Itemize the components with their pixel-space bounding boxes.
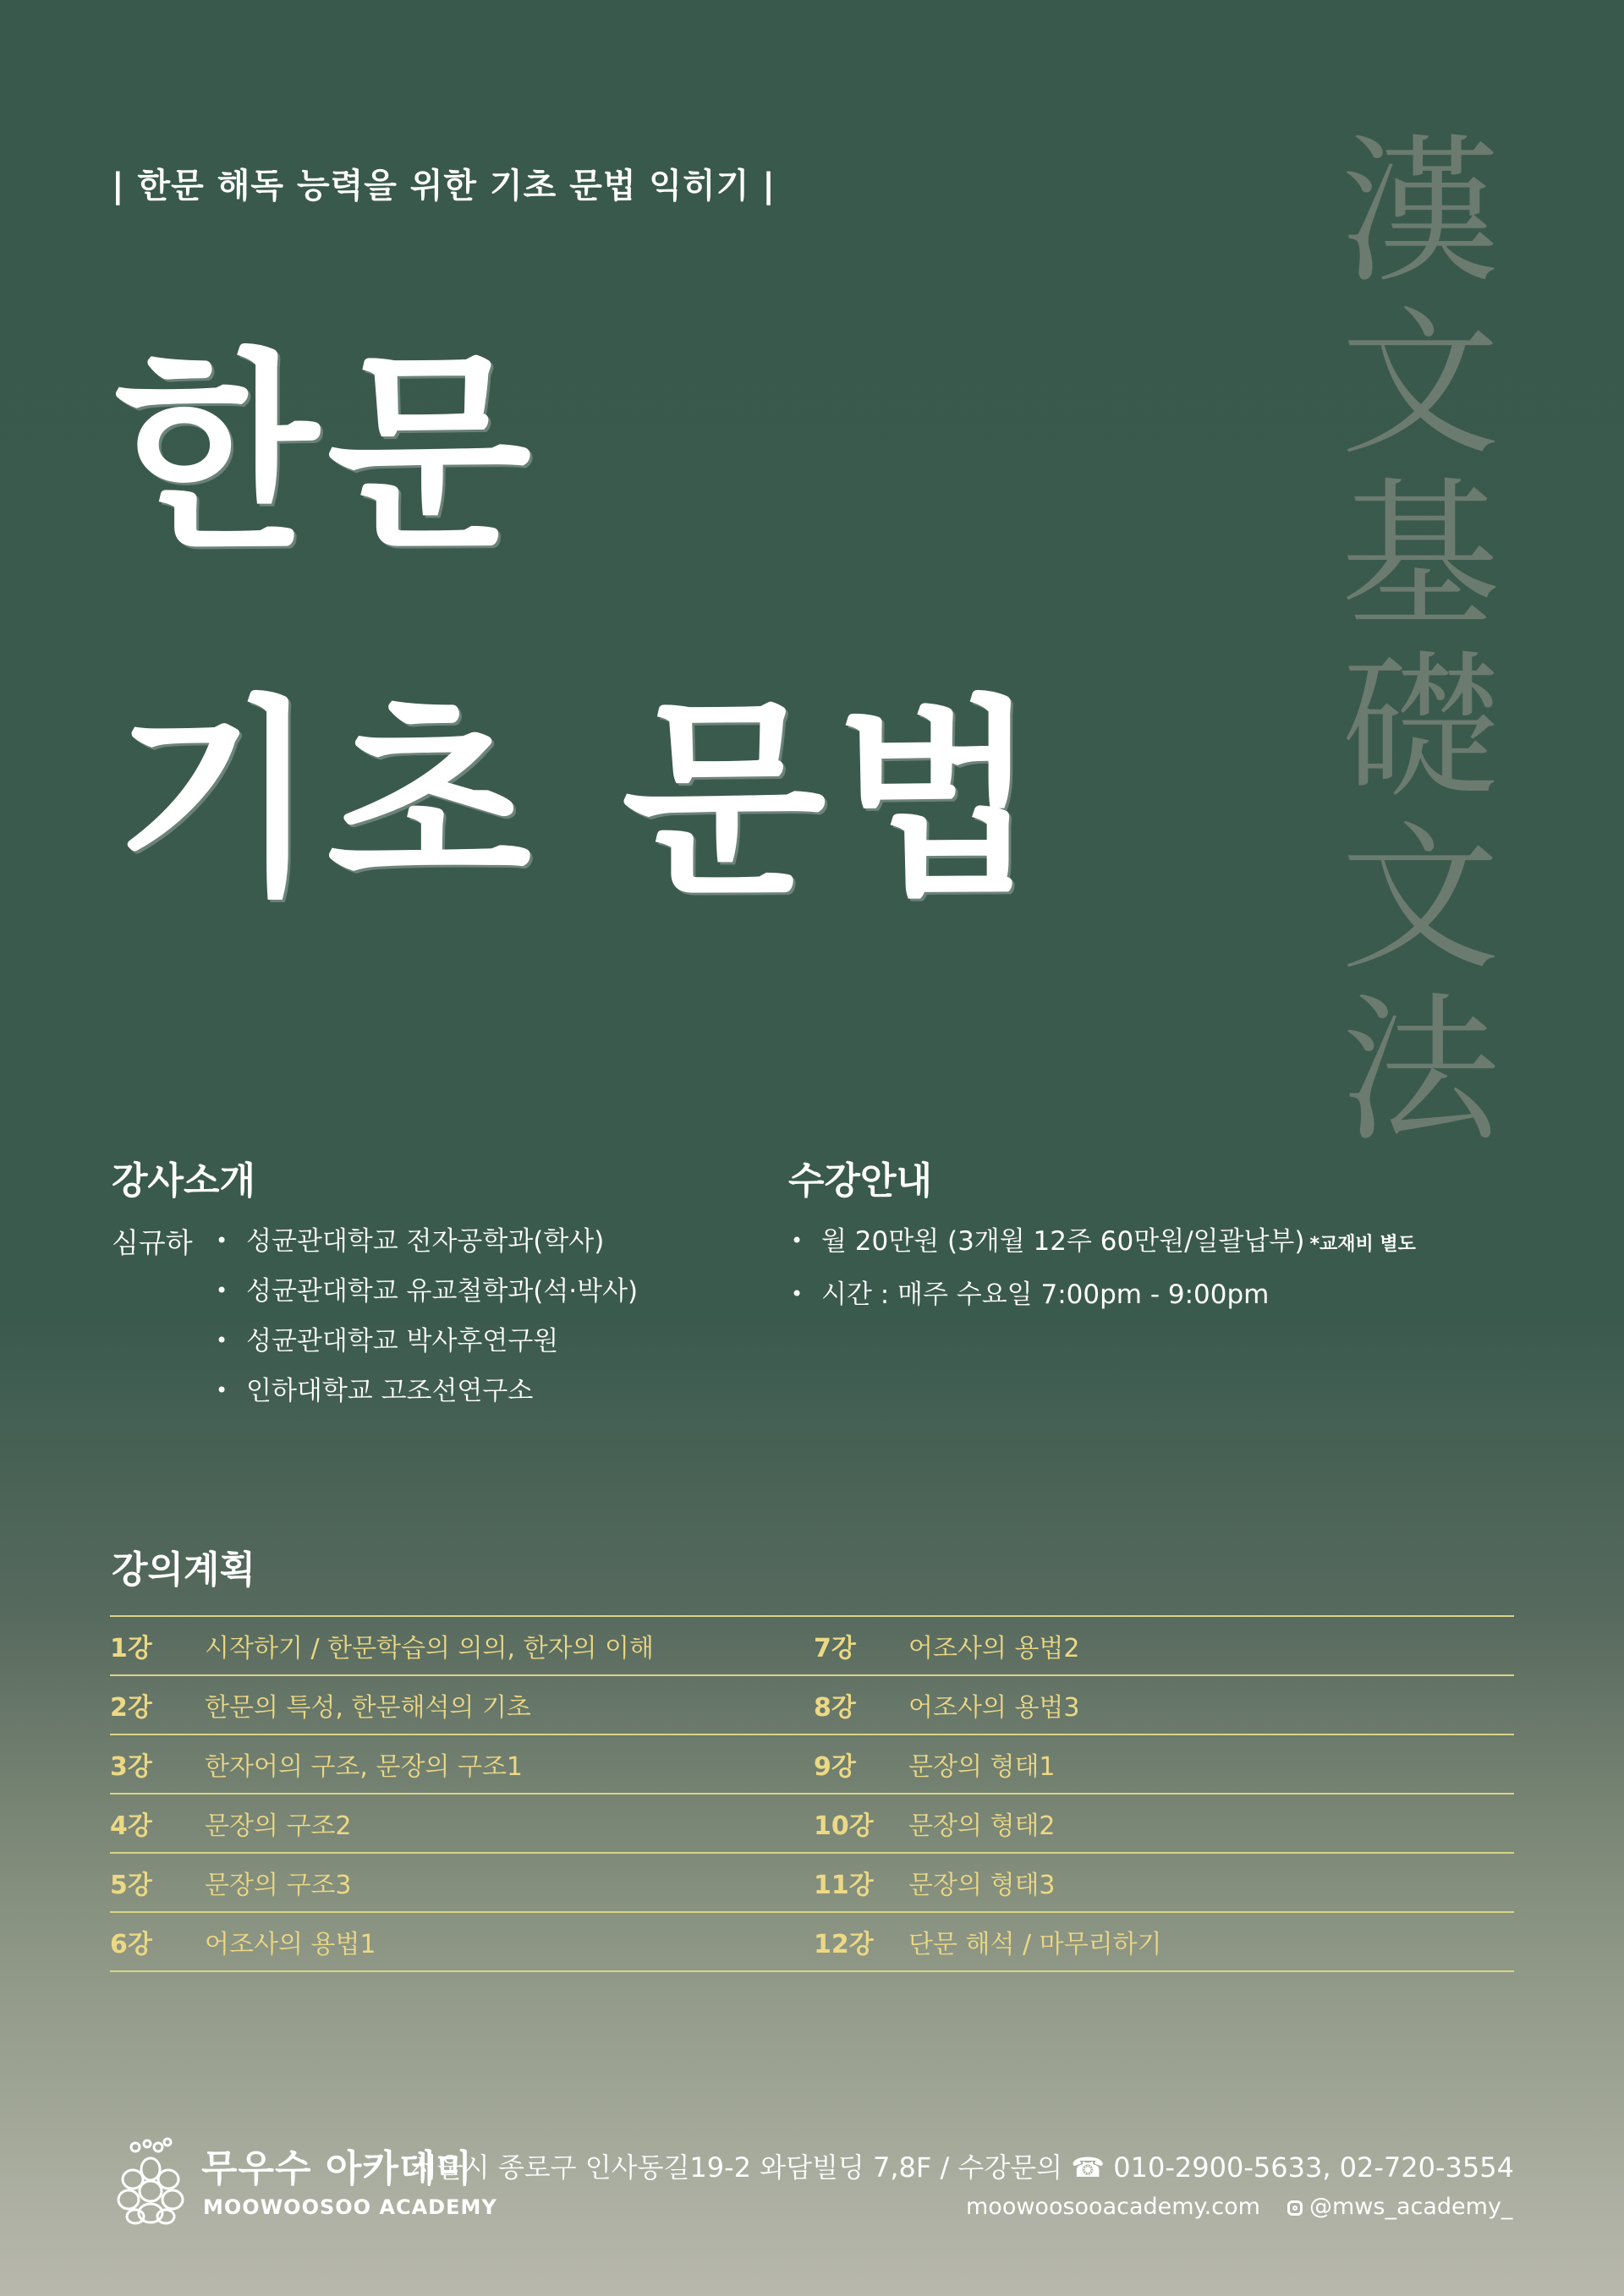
lecture-topic: 문장의 형태1	[908, 1734, 1514, 1794]
lecture-number: 11강	[814, 1853, 908, 1912]
credential-item: • 성균관대학교 박사후연구원	[216, 1316, 638, 1366]
instructor-heading: 강사소개	[112, 1159, 256, 1203]
lecture-number: 6강	[110, 1912, 205, 1971]
lecture-topic: 문장의 구조3	[205, 1853, 814, 1912]
enrollment-info	[791, 1216, 1416, 1319]
table-row	[110, 1853, 1514, 1912]
hanja-char: 漢	[1341, 120, 1500, 305]
lecture-number: 4강	[110, 1794, 205, 1853]
brand-name-korean: 무우수 아카데미	[201, 2147, 473, 2190]
hanja-char: 文	[1341, 292, 1500, 477]
lecture-number: 8강	[814, 1675, 908, 1734]
credential-item: • 성균관대학교 전자공학과(학사)	[216, 1216, 638, 1266]
instructor-credentials	[216, 1216, 638, 1416]
website-link[interactable]: moowoosooacademy.com	[966, 2194, 1260, 2220]
table-row	[110, 1794, 1514, 1853]
lecture-topic: 한문의 특성, 한문해석의 기초	[205, 1675, 814, 1734]
plan-heading: 강의계획	[112, 1548, 256, 1592]
table-row	[110, 1912, 1514, 1971]
lecture-number: 5강	[110, 1853, 205, 1912]
fee-text: 월 20만원 (3개월 12주 60만원/일괄납부)	[821, 1226, 1305, 1257]
hanja-char: 礎	[1341, 635, 1500, 820]
credential-item: • 인하대학교 고조선연구소	[216, 1366, 638, 1416]
lecture-topic: 한자어의 구조, 문장의 구조1	[205, 1734, 814, 1794]
instagram-handle: @mws_academy_	[1309, 2194, 1513, 2220]
lecture-number: 3강	[110, 1734, 205, 1794]
brand-name-english: MOOWOOSOO ACADEMY	[203, 2195, 497, 2219]
lecture-topic: 단문 해석 / 마무리하기	[908, 1912, 1514, 1971]
instagram-link[interactable]	[1287, 2194, 1512, 2220]
lecture-topic: 문장의 형태3	[908, 1853, 1514, 1912]
table-row	[110, 1616, 1514, 1675]
hanja-char: 文	[1341, 807, 1500, 992]
lecture-topic: 문장의 형태2	[908, 1794, 1514, 1853]
hanja-char: 法	[1341, 978, 1500, 1164]
fee-note: *교재비 별도	[1309, 1234, 1416, 1255]
poster-title-line2: 기초 문법	[114, 675, 1048, 923]
lecture-number: 10강	[814, 1794, 908, 1853]
instructor-name: 심규하	[112, 1226, 193, 1259]
lecture-number: 1강	[110, 1616, 205, 1675]
hanja-char: 基	[1341, 463, 1500, 649]
lecture-topic: 시작하기 / 한문학습의 의의, 한자의 이해	[205, 1616, 814, 1675]
lecture-topic: 어조사의 용법1	[205, 1912, 814, 1971]
table-row	[110, 1734, 1514, 1794]
poster-subtitle: | 한문 해독 능력을 위한 기초 문법 익히기 |	[112, 167, 776, 205]
contact-address: 서울시 종로구 인사동길19-2 와담빌딩 7,8F / 수강문의 ☎ 010-2900-5633, 02-720-3554	[410, 2151, 1514, 2184]
lecture-number: 2강	[110, 1675, 205, 1734]
lecture-topic: 어조사의 용법3	[908, 1675, 1514, 1734]
fee-item	[791, 1216, 1416, 1269]
lecture-number: 9강	[814, 1734, 908, 1794]
lotus-flower-icon	[110, 2135, 191, 2232]
lecture-plan-table	[110, 1615, 1514, 1972]
lecture-topic: 문장의 구조2	[205, 1794, 814, 1853]
lecture-number: 12강	[814, 1912, 908, 1971]
credential-item: • 성균관대학교 유교철학과(석·박사)	[216, 1266, 638, 1316]
time-item: • 시간 : 매주 수요일 7:00pm - 9:00pm	[791, 1269, 1416, 1319]
instagram-icon	[1287, 2200, 1303, 2216]
hanja-vertical-title	[1341, 120, 1500, 1164]
lecture-topic: 어조사의 용법2	[908, 1616, 1514, 1675]
enrollment-heading: 수강안내	[788, 1159, 933, 1203]
poster-title-line1: 한문	[114, 328, 540, 577]
lecture-number: 7강	[814, 1616, 908, 1675]
poster-title	[114, 279, 1047, 973]
table-row	[110, 1675, 1514, 1734]
